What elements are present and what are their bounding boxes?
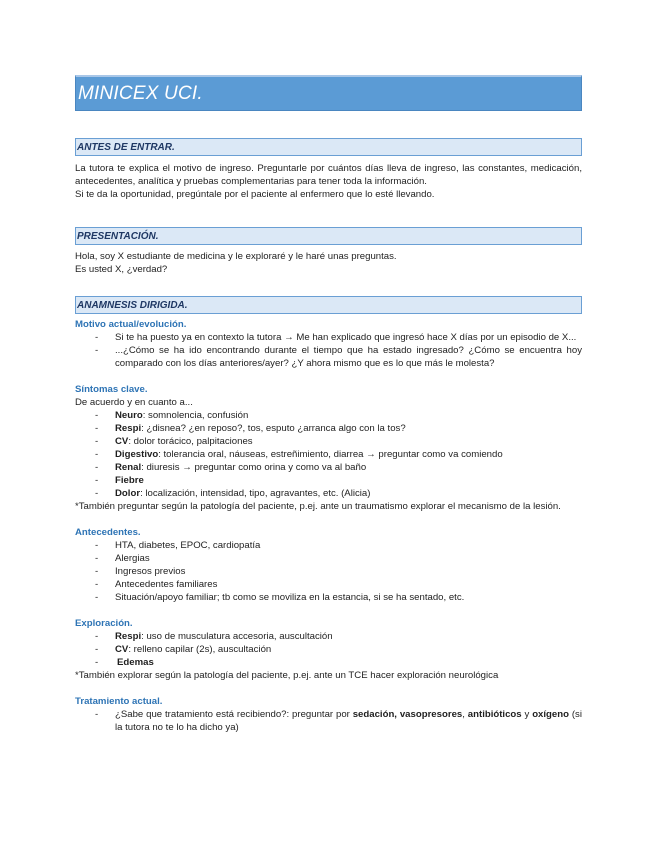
list-item: - Antecedentes familiares xyxy=(95,579,218,590)
presentacion-line-2: Es usted X, ¿verdad? xyxy=(75,264,168,275)
exploracion-list xyxy=(75,630,582,669)
list-item: - Situación/apoyo familiar; tb como se moviliza en la estancia, si se ha sentado, etc. xyxy=(95,592,465,603)
list-item: - Edemas xyxy=(95,657,154,668)
section-heading-anamnesis: ANAMNESIS DIRIGIDA. xyxy=(75,296,582,314)
exploracion-note: *También explorar según la patología del paciente, p.ej. ante un TCE hacer exploración neurológica xyxy=(75,670,499,681)
sintomas-list xyxy=(75,409,582,500)
antecedentes-title: Antecedentes. xyxy=(75,527,141,538)
list-item: - ...¿Cómo se ha ido encontrando durante el tiempo que ha estado ingresado? ¿Cómo se encuentra hoy comparado con los días anteriores/ayer? ¿Y ahora mismo que es lo que más le molesta? xyxy=(95,345,582,369)
list-item: - ¿Sabe que tratamiento está recibiendo?: preguntar por sedación, vasopresores, antibióticos y oxígeno (si la tutora no te lo ha dicho ya) xyxy=(95,709,582,733)
list-item: - Respi: ¿disnea? ¿en reposo?, tos, esputo ¿arranca algo con la tos? xyxy=(95,423,406,434)
list-item: - HTA, diabetes, EPOC, cardiopatía xyxy=(95,540,261,551)
motivo-list xyxy=(75,331,582,370)
section-heading-antes: ANTES DE ENTRAR. xyxy=(75,138,582,156)
list-item: - Fiebre xyxy=(95,475,144,486)
tratamiento-title: Tratamiento actual. xyxy=(75,696,163,707)
antes-paragraph-1: La tutora te explica el motivo de ingreso. Preguntarle por cuántos días lleva de ingreso, las constantes, medicación, antecedentes, analítica y pruebas complementarias para tener toda la información. xyxy=(75,163,582,187)
list-item: - Dolor: localización, intensidad, tipo, agravantes, etc. (Alicia) xyxy=(95,488,371,499)
sintomas-title: Síntomas clave. xyxy=(75,384,148,395)
list-item: - Si te ha puesto ya en contexto la tutora → Me han explicado que ingresó hace X días por un episodio de X... xyxy=(95,332,577,343)
list-item: - CV: relleno capilar (2s), auscultación xyxy=(95,644,272,655)
list-item: - Neuro: somnolencia, confusión xyxy=(95,410,249,421)
list-item: - Respi: uso de musculatura accesoria, auscultación xyxy=(95,631,333,642)
presentacion-line-1: Hola, soy X estudiante de medicina y le exploraré y le haré unas preguntas. xyxy=(75,251,397,262)
list-item: - Digestivo: tolerancia oral, náuseas, estreñimiento, diarrea → preguntar como va comiendo xyxy=(95,449,503,460)
section-heading-presentacion: PRESENTACIÓN. xyxy=(75,227,582,245)
sintomas-note: *También preguntar según la patología del paciente, p.ej. ante un traumatismo explorar el mecanismo de la lesión. xyxy=(75,501,561,512)
document-title-bar xyxy=(75,75,582,111)
list-item: - Alergias xyxy=(95,553,150,564)
exploracion-title: Exploración. xyxy=(75,618,133,629)
sintomas-intro: De acuerdo y en cuanto a... xyxy=(75,397,193,408)
list-item: - Renal: diuresis → preguntar como orina y como va al baño xyxy=(95,462,367,473)
antes-paragraph-2: Si te da la oportunidad, pregúntale por el paciente al enfermero que lo esté llevando. xyxy=(75,189,435,200)
list-item: - Ingresos previos xyxy=(95,566,186,577)
antecedentes-list xyxy=(75,539,582,604)
motivo-title: Motivo actual/evolución. xyxy=(75,319,187,330)
document-title: MINICEX UCI. xyxy=(78,82,203,104)
list-item: - CV: dolor torácico, palpitaciones xyxy=(95,436,253,447)
tratamiento-list xyxy=(75,708,582,734)
document-page xyxy=(75,75,582,734)
